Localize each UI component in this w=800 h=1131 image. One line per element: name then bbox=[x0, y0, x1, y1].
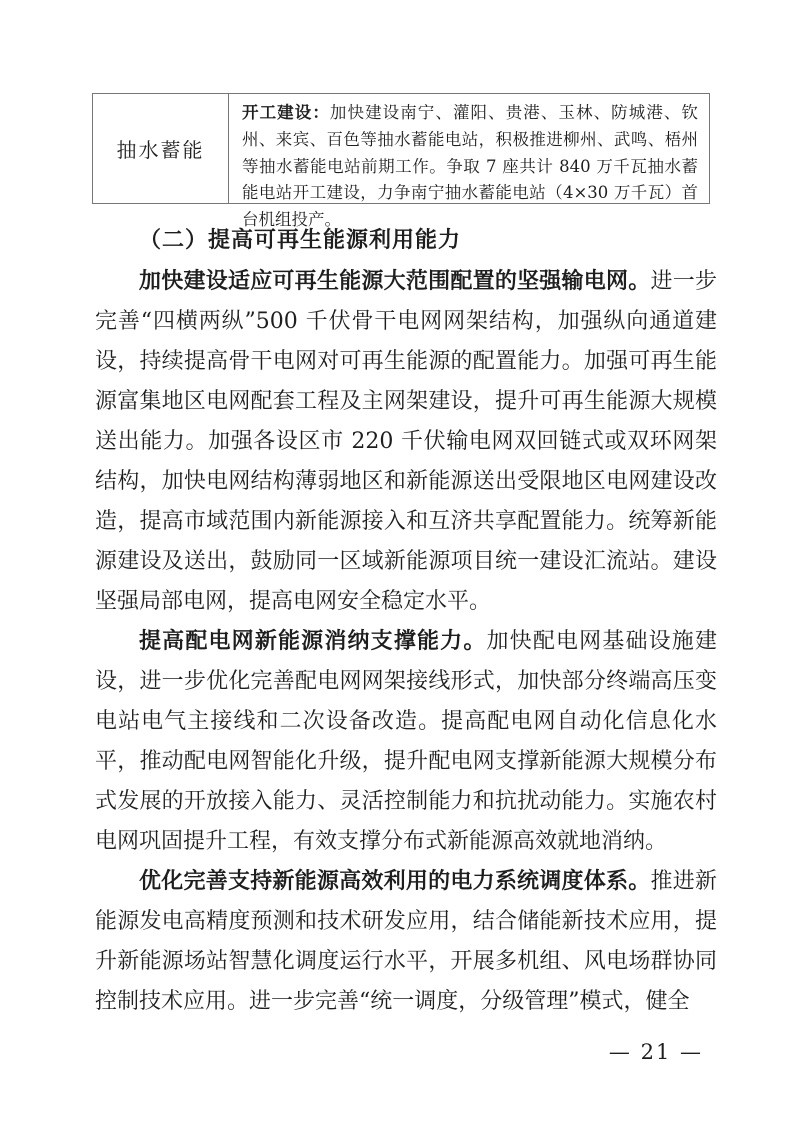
paragraph-body: 加快配电网基础设施建设，进一步优化完善配电网网架接线形式，加快部分终端高压变电站电气主接线和二次设备改造。提高配电网自动化信息化水平，推动配电网智能化升级，提升配电网支撑新能源大规模分布式发展的开放接入能力、灵活控制能力和抗扰动能力。实施农村电网巩固提升工程，有效支撑分布式新能源高效就地消纳。 bbox=[95, 629, 717, 854]
section-heading: （二）提高可再生能源利用能力 bbox=[139, 227, 462, 253]
paragraph-body: 推进新能源发电高精度预测和技术研发应用，结合储能新技术应用，提升新能源场站智慧化调度运行水平，开展多机组、风电场群协同控制技术应用。进一步完善“统一调度，分级管理”模式，健全 bbox=[95, 869, 717, 1014]
paragraph-transmission-grid bbox=[95, 261, 717, 622]
table-cell-content bbox=[229, 94, 709, 230]
table-row-label: 抽水蓄能 bbox=[116, 138, 205, 162]
table-content-lead: 开工建设： bbox=[242, 103, 330, 122]
pumped-storage-table bbox=[92, 93, 710, 230]
paragraph-body: 进一步完善“四横两纵”500 千伏骨干电网网架结构，加强纵向通道建设，持续提高骨干电网对可再生能源的配置能力。加强可再生能源富集地区电网配套工程及主网架建设，提升可再生能源大规模送出能力。加强各设区市 220 千伏输电网双回链式或双环网架结构，加快电网结构薄弱地区和新能源送出受限地区电网建设改造，提高市域范围内新能源接入和互济共享配置能力。统筹新能源建设及送出，鼓励同一区域新能源项目统一建设汇流站。建设坚强局部电网，提高电网安全稳定水平。 bbox=[95, 269, 717, 614]
paragraph-lead: 优化完善支持新能源高效利用的电力系统调度体系。 bbox=[139, 868, 651, 894]
paragraph-dispatch-system bbox=[95, 861, 717, 1022]
paragraph-distribution-grid bbox=[95, 621, 717, 862]
page-number: — 21 — bbox=[608, 1040, 703, 1064]
paragraph-lead: 提高配电网新能源消纳支撑能力。 bbox=[139, 628, 487, 654]
table-content-text: 加快建设南宁、灌阳、贵港、玉林、防城港、钦州、来宾、百色等抽水蓄能电站，积极推进柳州、武鸣、梧州等抽水蓄能电站前期工作。争取 7 座共计 840 万千瓦抽水蓄能电站开工建设，力争南宁抽水蓄能电站（4×30 万千瓦）首台机组投产。 bbox=[242, 103, 699, 230]
table-row-header bbox=[93, 94, 229, 203]
paragraph-lead: 加快建设适应可再生能源大范围配置的坚强输电网。 bbox=[139, 268, 651, 294]
